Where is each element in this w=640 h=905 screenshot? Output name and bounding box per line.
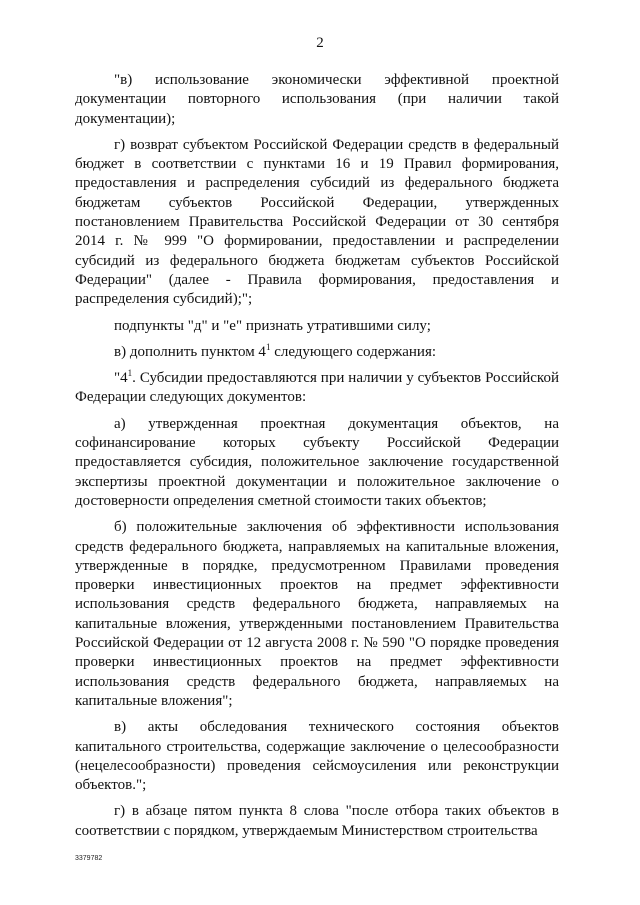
text-before-superscript: "4 — [114, 370, 128, 387]
paragraph-item-v-usage: "в) использование экономически эффективной проектной документации повторного использования (при наличии такой документации); — [75, 72, 559, 127]
paragraph-point-4-1 — [75, 369, 559, 408]
text-before-superscript: в) дополнить пунктом 4 — [114, 343, 266, 360]
paragraph-subitems-de-void: подпункты "д" и "е" признать утратившими силу; — [114, 317, 431, 334]
superscript: 1 — [265, 341, 271, 352]
paragraph-item-g-return: г) возврат субъектом Российской Федерации средств в федеральный бюджет в соответствии с пунктами 16 и 19 Правил формирования, предоставления и распределения субсидий из федерального бюджета бюджетам субъектов Российской Федерации, утвержденных постановлением Правительства Российской Федерации от 30 сентября 2014 г. № 999 "О формировании, предоставлении и распределении субсидий из федерального бюджета бюджетам субъектов Российской Федерации" (далее - Правила формирования, предоставления и распределения субсидий);"; — [75, 136, 559, 308]
paragraph-doc-v: в) акты обследования технического состояния объектов капитального строительства, содержащие заключение о целесообразности (нецелесообразности) проведения сейсмоусиления или реконструкции объектов."; — [75, 719, 559, 794]
document-body — [75, 71, 559, 841]
paragraph-doc-a: а) утвержденная проектная документация объектов, на софинансирование которых субъекту Российской Федерации предоставляется субсидия, положительное заключение государственной экспертизы проектной документации и положительное заключение о достоверности определения сметной стоимости таких объектов; — [75, 415, 559, 509]
document-code: 3379782 — [75, 855, 103, 862]
paragraph-doc-b: б) положительные заключения об эффективности использования средств федерального бюджета, направляемых на капитальные вложения, утвержденные в порядке, предусмотренном Правилами проведения проверки инвестиционных проектов на предмет эффективности использования средств федерального бюджета, направляемых на капитальные вложения, утвержденными постановлением Правительства Российской Федерации от 12 августа 2008 г. № 590 "О порядке проведения проверки инвестиционных проектов на предмет эффективности использования средств федерального бюджета, направляемых на капитальные вложения"; — [75, 519, 559, 709]
paragraph-item-v-add-point — [75, 343, 559, 362]
text-after-superscript: . Субсидии предоставляются при наличии у субъектов Российской Федерации следующих документов: — [75, 370, 559, 406]
superscript: 1 — [127, 368, 133, 379]
text-after-superscript: следующего содержания: — [270, 343, 437, 360]
page-number: 2 — [316, 35, 324, 51]
paragraph-item-g-para5: г) в абзаце пятом пункта 8 слова "после отбора таких объектов в соответствии с порядком, утверждаемым Министерством строительства — [75, 803, 559, 839]
